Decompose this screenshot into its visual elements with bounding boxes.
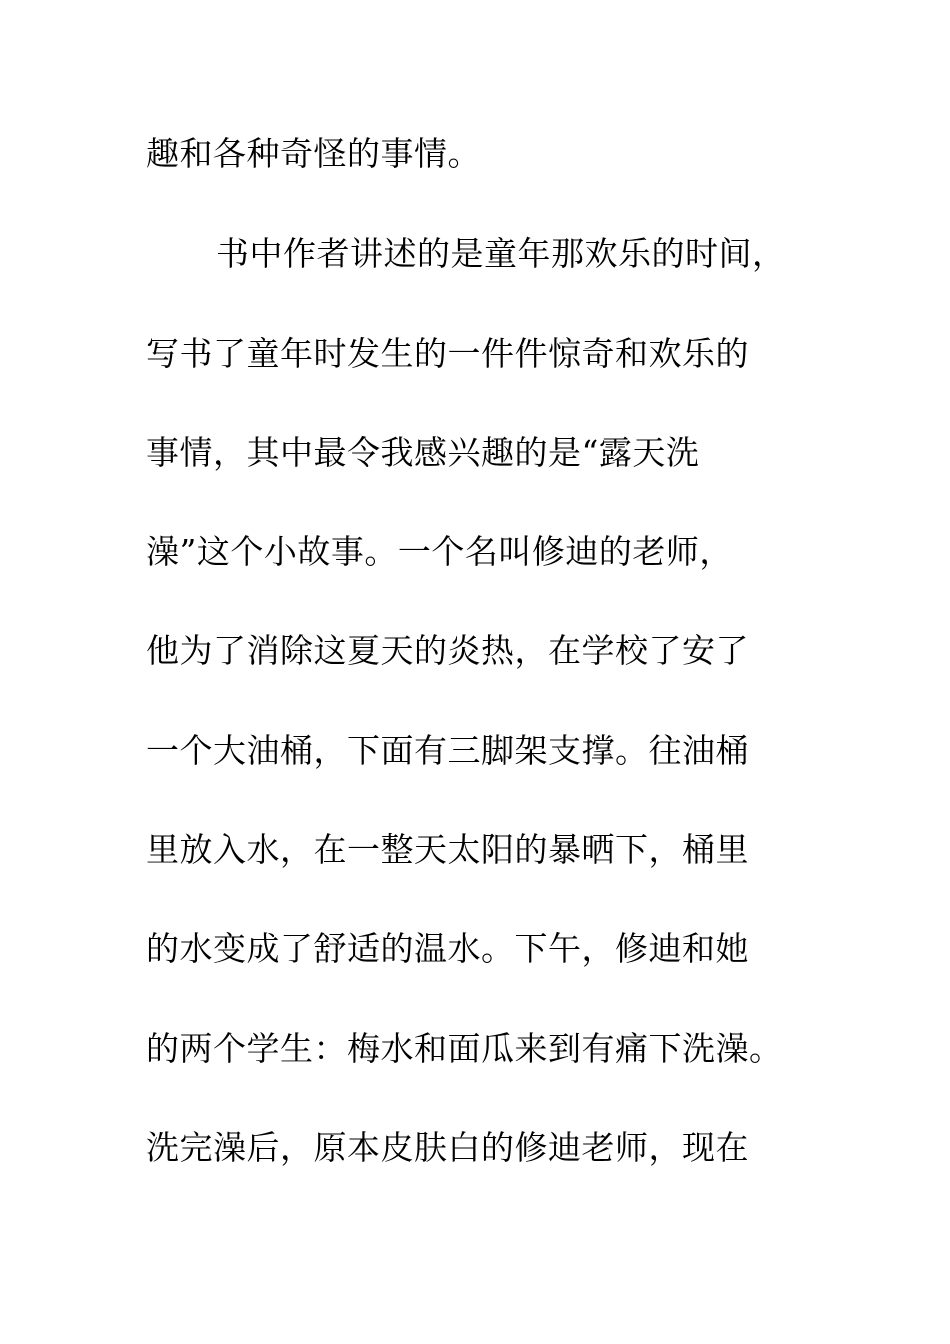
text-line-7: 一个大油桶，下面有三脚架支撑。往油桶 <box>146 731 749 770</box>
text-line-2-paragraph-start: 书中作者讲述的是童年那欢乐的时间， <box>216 234 786 273</box>
text-line-3: 写书了童年时发生的一件件惊奇和欢乐的 <box>146 334 749 373</box>
text-line-1: 趣和各种奇怪的事情。 <box>146 134 481 173</box>
text-line-6: 他为了消除这夏天的炎热，在学校了安了 <box>146 631 749 670</box>
text-line-11: 洗完澡后，原本皮肤白的修迪老师，现在 <box>146 1128 749 1167</box>
text-line-4: 事情，其中最令我感兴趣的是“露天洗 <box>146 433 700 472</box>
text-line-9: 的水变成了舒适的温水。下午，修迪和她 <box>146 929 749 968</box>
text-line-10: 的两个学生：梅水和面瓜来到有痛下洗澡。 <box>146 1029 783 1068</box>
text-line-8: 里放入水，在一整天太阳的暴晒下，桶里 <box>146 830 749 869</box>
text-line-5: 澡”这个小故事。一个名叫修迪的老师， <box>146 532 733 571</box>
